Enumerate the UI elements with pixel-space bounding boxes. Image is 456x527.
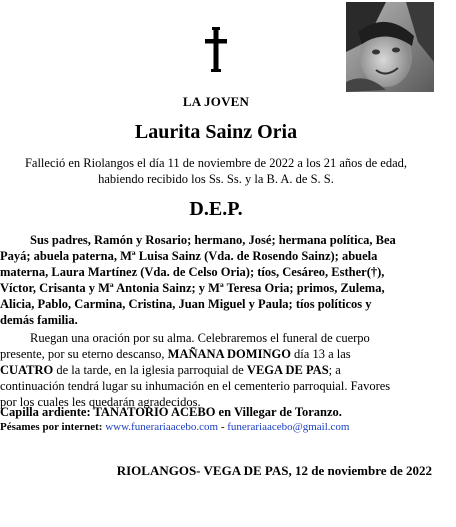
email-link[interactable]: funerariaacebo@gmail.com bbox=[227, 421, 350, 433]
funeral-hour: CUATRO bbox=[0, 363, 54, 377]
ceremony-text: presente, por su eterno descanso, bbox=[0, 347, 165, 361]
ceremony-paragraph bbox=[0, 330, 432, 410]
death-notice bbox=[0, 155, 432, 187]
family-line: Alicia, Pablo, Carmina, Cristina, Juan Miguel y Paula; tíos políticos y bbox=[0, 297, 372, 311]
link-separator: - bbox=[220, 421, 225, 433]
website-link[interactable]: www.funerariaacebo.com bbox=[105, 421, 219, 433]
family-line: Víctor, Crisanta y Mª Antonia Sainz; y Mª Teresa Oria; primos, Zulema, bbox=[0, 281, 385, 295]
family-line: Sus padres, Ramón y Rosario; hermano, José; hermana política, Bea bbox=[30, 233, 396, 247]
deceased-name: Laurita Sainz Oria bbox=[134, 121, 298, 143]
family-line: Payá; abuela paterna, Mª Luisa Sainz (Vda. de Rosendo Sainz); abuela bbox=[0, 249, 378, 263]
condolences-line bbox=[0, 420, 440, 434]
ceremony-line: por los cuales les quedarán agradecidos. bbox=[0, 395, 201, 409]
family-line: demás familia. bbox=[0, 313, 78, 327]
ceremony-text: de la tarde, en la iglesia parroquial de bbox=[56, 363, 244, 377]
dep-heading: D.E.P. bbox=[189, 198, 243, 220]
death-notice-line: Falleció en Riolangos el día 11 de noviembre de 2022 a los 21 años de edad, bbox=[24, 156, 408, 170]
cross-icon bbox=[202, 26, 230, 74]
chapel-info: Capilla ardiente: TANATORIO ACEBO en Villegar de Toranzo. bbox=[0, 405, 342, 419]
ceremony-line: Ruegan una oración por su alma. Celebraremos el funeral de cuerpo bbox=[30, 331, 370, 345]
funeral-day: MAÑANA DOMINGO bbox=[167, 347, 291, 361]
death-notice-line: habiendo recibido los Ss. Ss. y la B. A. de S. S. bbox=[98, 172, 334, 186]
ceremony-line: continuación tendrá lugar su inhumación en el cementerio parroquial. Favores bbox=[0, 379, 391, 393]
ceremony-text: ; a bbox=[328, 363, 341, 377]
family-line: materna, Laura Martínez (Vda. de Celso Oria); tíos, Cesáreo, Esther(†), bbox=[0, 265, 385, 279]
funeral-place: VEGA DE PAS bbox=[246, 363, 329, 377]
ceremony-line bbox=[0, 362, 432, 378]
family-paragraph bbox=[0, 232, 432, 328]
deceased-subtitle: LA JOVEN bbox=[182, 94, 250, 109]
place-date-footer: RIOLANGOS- VEGA DE PAS, 12 de noviembre de 2022 bbox=[116, 463, 432, 478]
portrait-photo bbox=[346, 2, 434, 92]
ceremony-line bbox=[0, 346, 432, 362]
ceremony-text: día 13 a las bbox=[294, 347, 351, 361]
portrait-image bbox=[346, 2, 434, 92]
condolences-label: Pésames por internet: bbox=[0, 421, 103, 433]
